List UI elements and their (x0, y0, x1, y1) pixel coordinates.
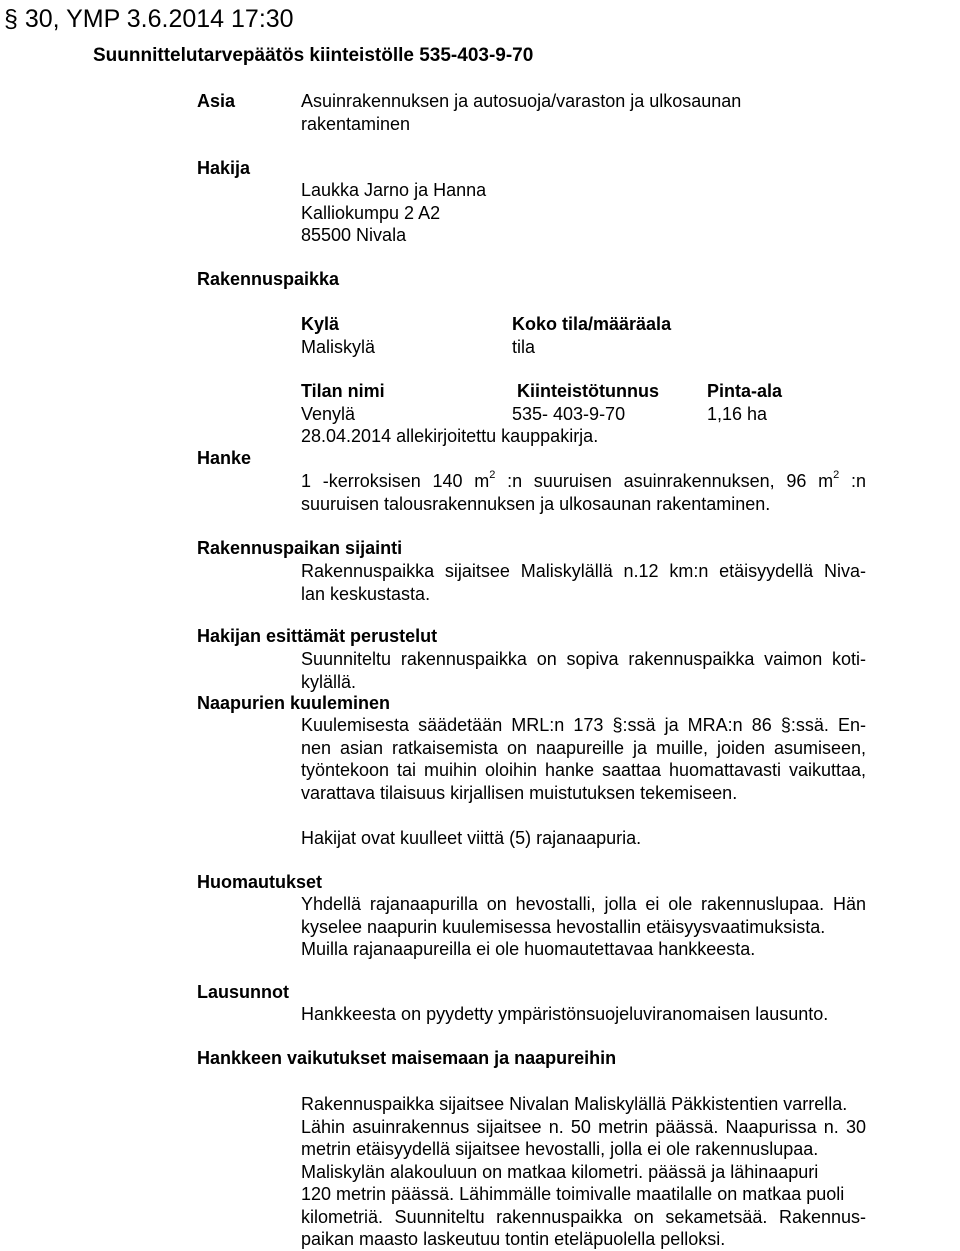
hanke-text-a: 1 -kerroksisen 140 m (301, 471, 490, 491)
label-lausunnot: Lausunnot (197, 982, 289, 1002)
section-header: § 30, YMP 3.6.2014 17:30 (4, 5, 294, 33)
kuuleminen-line-4: varattava tilaisuus kirjallisen muistutuksen tekemiseen. (301, 782, 738, 803)
koko-value: tila (512, 337, 536, 357)
kuuleminen-line-1: Kuulemisesta säädetään MRL:n 173 §:ssä ja MRA:n 86 §:ssä. En- (301, 715, 866, 735)
vaikutukset-line-6: kilometriä. Suunniteltu rakennuspaikka on sekametsää. Rakennus- (301, 1206, 866, 1227)
vaikutukset-line-1: Rakennuspaikka sijaitsee Nivalan Maliskylällä Päkkistentien varrella. (301, 1094, 848, 1114)
perustelut-heading: Hakijan esittämät perustelut (197, 626, 438, 646)
hakija-line-3: 85500 Nivala (301, 225, 407, 245)
kiinteistotunnus-label: Kiinteistötunnus (517, 381, 659, 401)
kauppakirja-note: 28.04.2014 allekirjoitettu kauppakirja. (301, 426, 599, 446)
hanke-text-c: :n (839, 471, 866, 491)
perustelut-line-2: kylällä. (301, 671, 357, 692)
superscript-2b: 2 (833, 469, 840, 481)
superscript-2: 2 (489, 469, 496, 481)
huomautukset-line-3: Muilla rajanaapureilla ei ole huomautettavaa hankkeesta. (301, 939, 756, 959)
kuuleminen-line-2: nen asian ratkaisemista on naapureille ja muille, joiden asumiseen, (301, 737, 866, 758)
pinta-ala-label: Pinta-ala (707, 381, 783, 401)
sijainti-text (301, 560, 866, 605)
sijainti-line-2: lan keskustasta. (301, 583, 431, 604)
vaikutukset-line-7: paikan maasto laskeutuu tontin eteläpuolella pelloksi. (301, 1229, 726, 1249)
huomautukset-line-2: kyselee naapurin kuulemisessa hevostallin etäisyysvaatimuksista. (301, 916, 826, 937)
hanke-line-1 (301, 470, 866, 493)
kuuleminen-extra: Hakijat ovat kuulleet viittä (5) rajanaapuria. (301, 828, 642, 848)
tilan-nimi-label: Tilan nimi (301, 381, 385, 401)
asia-line-1: Asuinrakennuksen ja autosuoja/varaston ja ulkosaunan (301, 91, 742, 111)
kuuleminen-text (301, 714, 866, 804)
vaikutukset-heading: Hankkeen vaikutukset maisemaan ja naapureihin (197, 1048, 617, 1068)
asia-line-2: rakentaminen (301, 114, 411, 134)
kiinteistotunnus-value: 535- 403-9-70 (512, 404, 626, 424)
kyla-value: Maliskylä (301, 337, 376, 357)
document-title: Suunnittelutarvepäätös kiinteistölle 535-403-9-70 (93, 45, 534, 66)
hanke-text-b: :n suuruisen asuinrakennuksen, 96 m (495, 471, 834, 491)
vaikutukset-line-5: 120 metrin päässä. Lähimmälle toimivalle maatilalle on matkaa puoli (301, 1184, 845, 1204)
vaikutukset-line-2: Lähin asuinrakennus sijaitsee n. 50 metrin päässä. Naapurissa n. 30 (301, 1116, 866, 1137)
kuuleminen-line-3: työntekoon tai muihin oloihin hanke saattaa huomattavasti vaikuttaa, (301, 760, 866, 780)
lausunnot-text: Hankkeesta on pyydetty ympäristönsuojeluviranomaisen lausunto. (301, 1004, 829, 1024)
huomautukset-heading: Huomautukset (197, 872, 323, 892)
kyla-label: Kylä (301, 314, 340, 334)
tilan-nimi-value: Venylä (301, 404, 356, 424)
pinta-ala-value: 1,16 ha (707, 404, 768, 424)
vaikutukset-line-4: Maliskylän alakouluun on matkaa kilometri. päässä ja lähinaapuri (301, 1161, 819, 1182)
sijainti-line-1: Rakennuspaikka sijaitsee Maliskylällä n.12 km:n etäisyydellä Niva- (301, 561, 866, 581)
vaikutukset-text (301, 1093, 866, 1251)
sijainti-heading: Rakennuspaikan sijainti (197, 538, 403, 558)
huomautukset-text (301, 893, 866, 961)
hakija-line-1: Laukka Jarno ja Hanna (301, 180, 487, 200)
label-asia: Asia (197, 91, 236, 111)
label-rakennuspaikka: Rakennuspaikka (197, 269, 340, 289)
vaikutukset-line-3: metrin etäisyydellä sijaitsee hevostalli, jolla ei ole rakennuslupaa. (301, 1139, 819, 1159)
hakija-line-2: Kalliokumpu 2 A2 (301, 203, 441, 223)
label-hanke: Hanke (197, 448, 252, 468)
hanke-line-2: suuruisen talousrakennuksen ja ulkosaunan rakentaminen. (301, 493, 771, 514)
kuuleminen-heading: Naapurien kuuleminen (197, 693, 391, 713)
huomautukset-line-1: Yhdellä rajanaapurilla on hevostalli, jolla ei ole rakennuslupaa. Hän (301, 894, 866, 914)
label-hakija: Hakija (197, 158, 251, 178)
perustelut-text (301, 648, 866, 693)
perustelut-line-1: Suunniteltu rakennuspaikka on sopiva rakennuspaikka vaimon koti- (301, 649, 866, 669)
hanke-description (301, 470, 866, 515)
koko-label: Koko tila/määräala (512, 314, 672, 334)
